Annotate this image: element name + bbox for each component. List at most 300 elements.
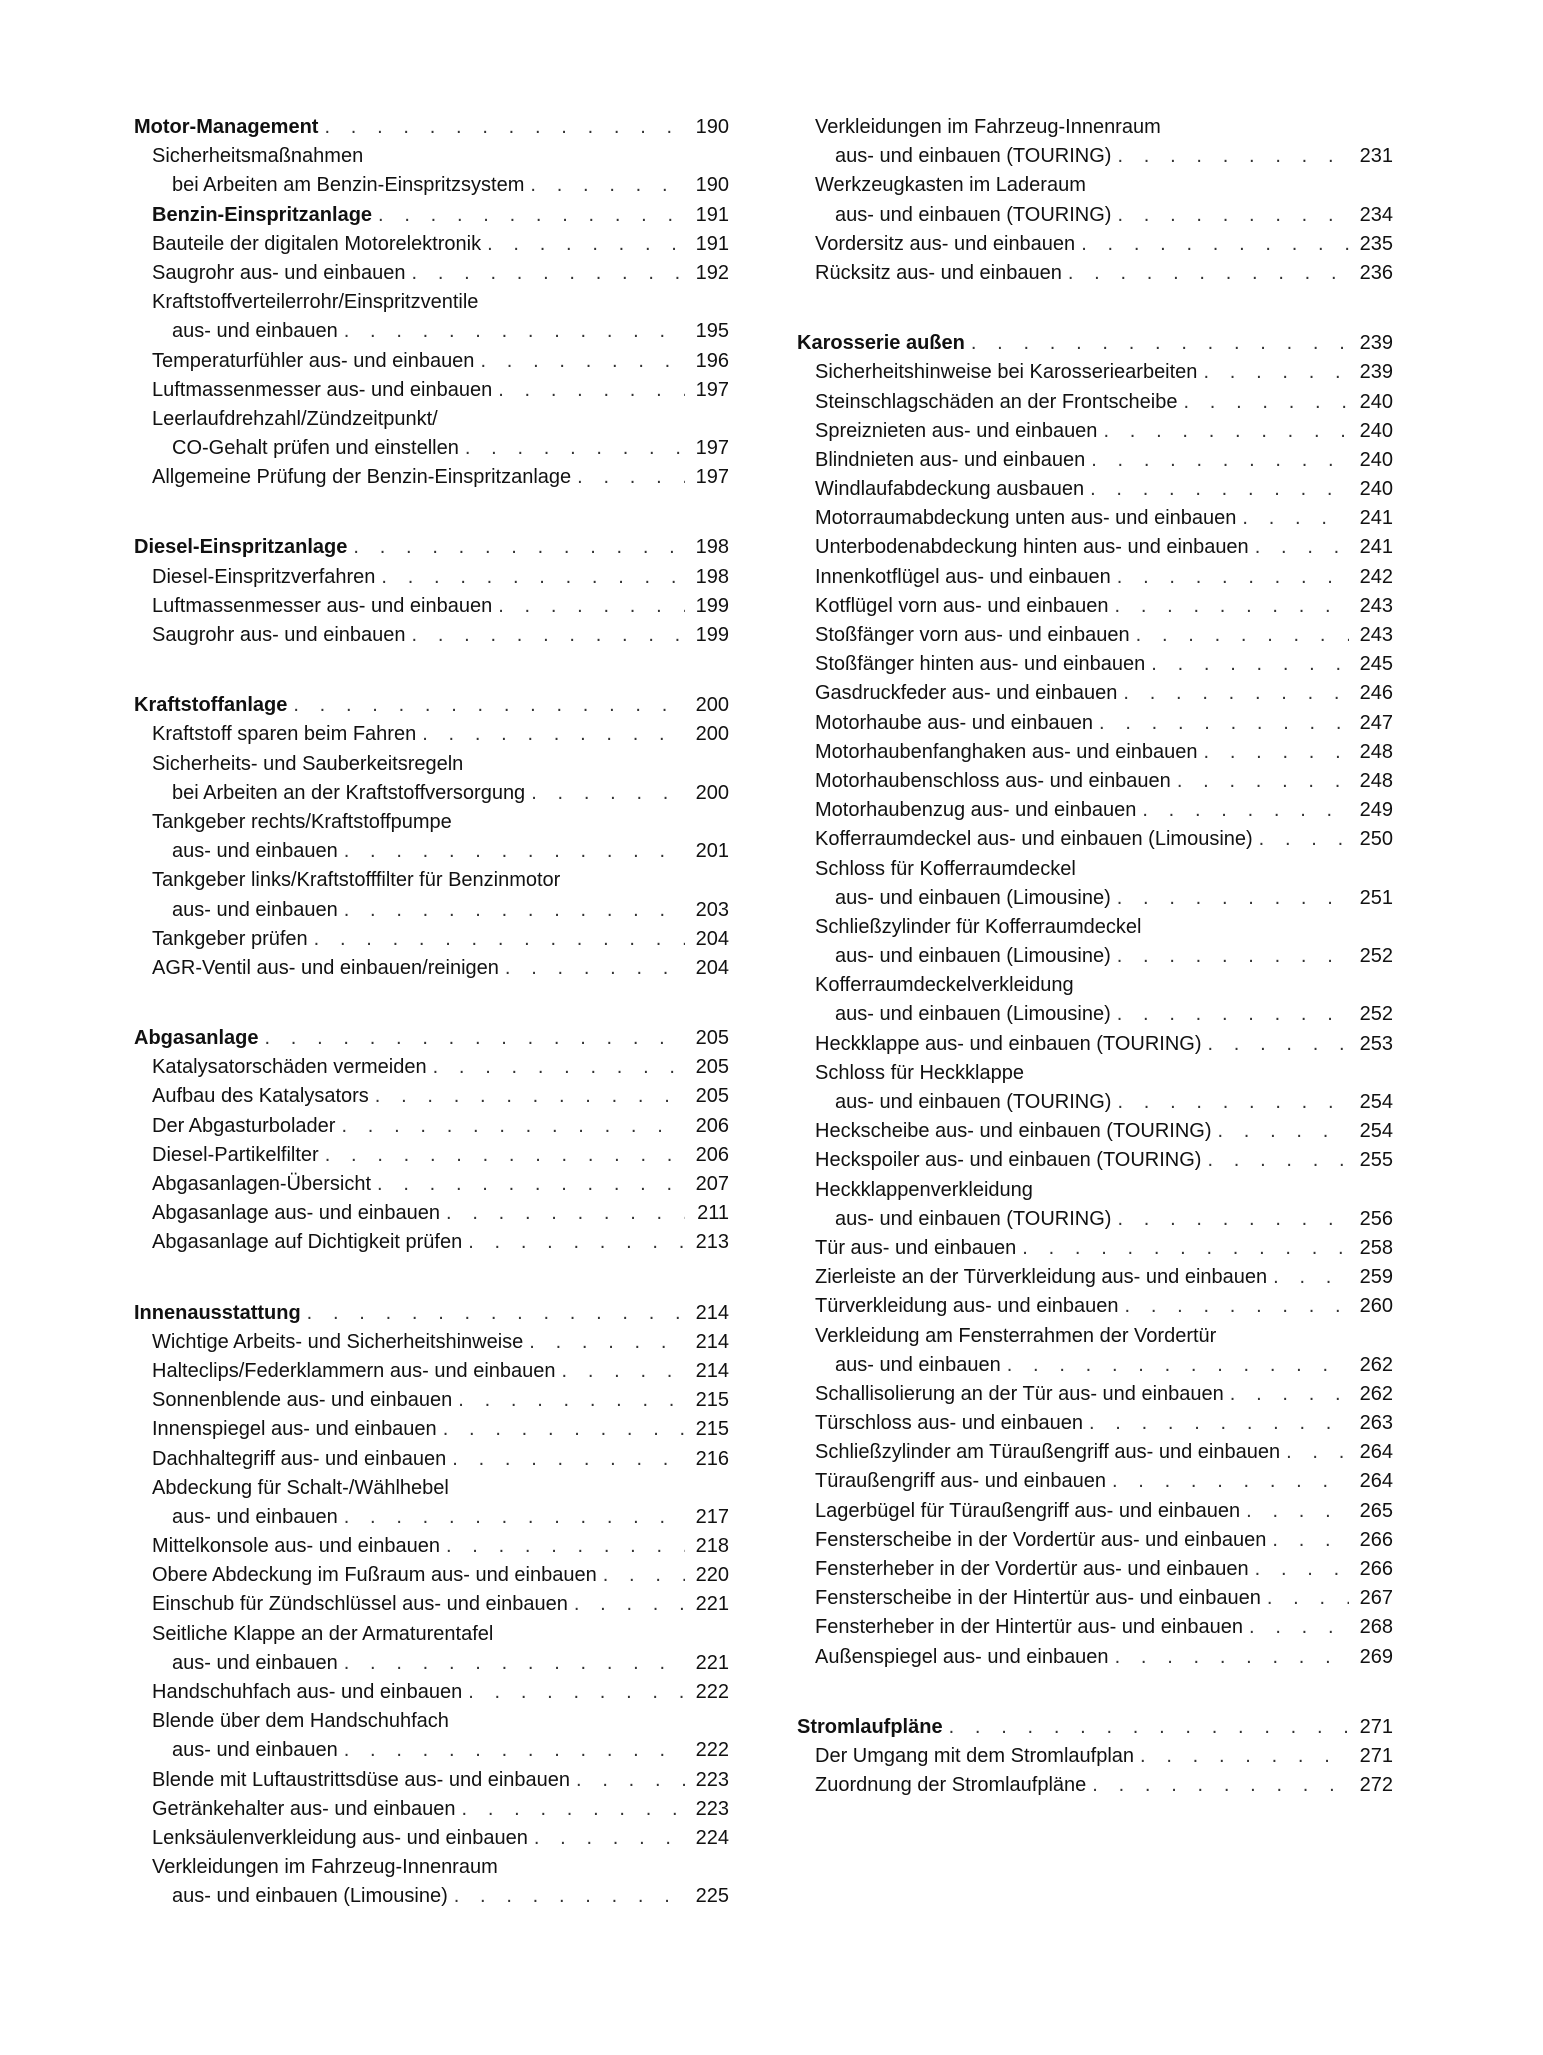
dot-leader bbox=[468, 1678, 685, 1707]
toc-page-number: 214 bbox=[695, 1359, 729, 1382]
toc-entry-title: Heckklappe aus- und einbauen (TOURING) bbox=[815, 1032, 1202, 1055]
dot-leader bbox=[1081, 230, 1349, 259]
toc-entry[interactable] bbox=[134, 434, 729, 463]
toc-entry-title: Fensterheber in der Hintertür aus- und einbauen bbox=[815, 1616, 1244, 1639]
toc-page-number: 221 bbox=[695, 1593, 729, 1616]
toc-entry-title: Saugrohr aus- und einbauen bbox=[152, 624, 406, 646]
toc-entry-title: Fensterscheibe in der Hintertür aus- und einbauen bbox=[815, 1587, 1261, 1610]
toc-entry[interactable] bbox=[797, 767, 1393, 796]
dot-leader bbox=[412, 259, 685, 288]
dot-leader bbox=[468, 1228, 685, 1257]
toc-entry[interactable] bbox=[134, 1141, 729, 1170]
toc-entry-title: Abgasanlagen-Übersicht bbox=[152, 1173, 372, 1195]
toc-entry[interactable] bbox=[134, 1532, 729, 1561]
toc-entry-title: Außenspiegel aus- und einbauen bbox=[815, 1645, 1109, 1668]
toc-entry[interactable] bbox=[797, 475, 1393, 504]
toc-entry[interactable] bbox=[134, 779, 729, 808]
toc-entry-title: Saugrohr aus- und einbauen bbox=[152, 261, 406, 284]
dot-leader bbox=[1123, 679, 1349, 708]
toc-entry[interactable] bbox=[797, 1205, 1393, 1234]
toc-entry[interactable] bbox=[797, 1117, 1393, 1146]
toc-section-diesel-einspritzanlage bbox=[134, 533, 729, 650]
toc-entry[interactable] bbox=[797, 358, 1393, 387]
toc-entry-title: AGR-Ventil aus- und einbauen/reinigen bbox=[152, 956, 499, 979]
toc-page-number: 266 bbox=[1359, 1528, 1393, 1551]
dot-leader bbox=[1207, 1030, 1349, 1059]
toc-entry[interactable] bbox=[134, 896, 729, 925]
toc-entry[interactable] bbox=[134, 592, 729, 621]
toc-entry-title: Sicherheitshinweise bei Karosseriearbeiten bbox=[815, 361, 1198, 384]
toc-page-number: 246 bbox=[1359, 682, 1393, 705]
dot-leader bbox=[375, 1082, 685, 1111]
dot-leader bbox=[480, 347, 685, 376]
toc-entry[interactable] bbox=[134, 925, 729, 954]
dot-leader bbox=[452, 1445, 685, 1474]
toc-section-heading[interactable] bbox=[797, 329, 1393, 358]
toc-entry[interactable] bbox=[134, 1649, 729, 1678]
toc-entry-title: Windlaufabdeckung ausbauen bbox=[815, 478, 1085, 501]
toc-entry[interactable] bbox=[134, 1620, 729, 1649]
dot-leader bbox=[1207, 1146, 1349, 1175]
toc-page-number: 252 bbox=[1359, 1003, 1393, 1026]
toc-entry[interactable] bbox=[797, 592, 1393, 621]
dot-leader bbox=[534, 1824, 685, 1853]
dot-leader bbox=[1117, 563, 1349, 592]
toc-entry[interactable] bbox=[797, 230, 1393, 259]
toc-entry-title: Türverkleidung aus- und einbauen bbox=[815, 1295, 1119, 1318]
toc-entry-title: Innenausstattung bbox=[134, 1301, 301, 1324]
toc-entry-title: Einschub für Zündschlüssel aus- und einbauen bbox=[152, 1593, 568, 1616]
dot-leader bbox=[446, 1199, 685, 1228]
toc-entry[interactable] bbox=[134, 463, 729, 492]
toc-entry-title: aus- und einbauen (Limousine) bbox=[835, 886, 1111, 909]
toc-entry[interactable] bbox=[134, 405, 729, 434]
toc-page-number: 191 bbox=[695, 232, 729, 255]
toc-page-number: 248 bbox=[1359, 769, 1393, 792]
toc-entry-title: Tür aus- und einbauen bbox=[815, 1236, 1017, 1259]
toc-entry-title: Luftmassenmesser aus- und einbauen bbox=[152, 594, 493, 617]
toc-page-number: 211 bbox=[697, 1202, 729, 1225]
toc-page-number: 243 bbox=[1359, 594, 1393, 617]
toc-entry[interactable] bbox=[134, 1707, 729, 1736]
toc-entry-title: Motorhaube aus- und einbauen bbox=[815, 711, 1093, 734]
dot-leader bbox=[1103, 417, 1349, 446]
toc-entry[interactable] bbox=[134, 621, 729, 650]
toc-entry[interactable] bbox=[134, 954, 729, 983]
toc-entry-title: Stromlaufpläne bbox=[797, 1715, 943, 1738]
toc-entry[interactable] bbox=[134, 1386, 729, 1415]
dot-leader bbox=[1177, 767, 1349, 796]
toc-entry-title: Seitliche Klappe an der Armaturentafel bbox=[152, 1622, 494, 1645]
toc-page-number: 190 bbox=[695, 116, 729, 138]
toc-page-number: 216 bbox=[695, 1447, 729, 1470]
toc-section-heading[interactable] bbox=[134, 691, 729, 720]
dot-leader bbox=[344, 837, 685, 866]
toc-entry[interactable] bbox=[797, 650, 1393, 679]
toc-entry[interactable] bbox=[134, 1853, 729, 1882]
toc-entry[interactable] bbox=[134, 201, 729, 230]
toc-entry-title: Temperaturfühler aus- und einbauen bbox=[152, 349, 475, 372]
toc-entry[interactable] bbox=[134, 720, 729, 749]
dot-leader bbox=[1267, 1584, 1349, 1613]
toc-entry-title: aus- und einbauen bbox=[835, 1353, 1001, 1376]
toc-entry[interactable] bbox=[134, 1082, 729, 1111]
toc-entry[interactable] bbox=[134, 1590, 729, 1619]
toc-page-number: 262 bbox=[1359, 1353, 1393, 1376]
toc-entry-title: Motorhaubenschloss aus- und einbauen bbox=[815, 769, 1171, 792]
toc-page-number: 269 bbox=[1359, 1645, 1393, 1668]
toc-entry-title: Blindnieten aus- und einbauen bbox=[815, 448, 1086, 471]
toc-entry[interactable] bbox=[797, 1409, 1393, 1438]
dot-leader bbox=[264, 1024, 685, 1053]
toc-page-number: 220 bbox=[695, 1564, 729, 1587]
toc-entry[interactable] bbox=[797, 446, 1393, 475]
toc-entry[interactable] bbox=[797, 1351, 1393, 1380]
toc-entry[interactable] bbox=[797, 1146, 1393, 1175]
toc-entry-title: Türschloss aus- und einbauen bbox=[815, 1412, 1083, 1435]
toc-entry-title: Motorhaubenzug aus- und einbauen bbox=[815, 799, 1137, 822]
toc-entry[interactable] bbox=[797, 1059, 1393, 1088]
toc-entry[interactable] bbox=[134, 1228, 729, 1257]
dot-leader bbox=[412, 621, 685, 650]
toc-entry-title: Tankgeber prüfen bbox=[152, 927, 308, 950]
toc-section-continued bbox=[797, 113, 1393, 288]
toc-entry-title: bei Arbeiten am Benzin-Einspritzsystem bbox=[172, 174, 525, 197]
toc-page-number: 205 bbox=[695, 1027, 729, 1050]
dot-leader bbox=[314, 925, 685, 954]
toc-entry-title: Karosserie außen bbox=[797, 332, 965, 355]
toc-entry[interactable] bbox=[134, 1053, 729, 1082]
toc-page-number: 247 bbox=[1359, 711, 1393, 734]
toc-entry[interactable] bbox=[797, 942, 1393, 971]
toc-page-number: 254 bbox=[1359, 1091, 1393, 1113]
toc-entry[interactable] bbox=[797, 738, 1393, 767]
toc-entry[interactable] bbox=[134, 142, 729, 171]
toc-entry[interactable] bbox=[134, 1445, 729, 1474]
toc-page-number: 223 bbox=[695, 1768, 729, 1791]
toc-entry[interactable] bbox=[797, 563, 1393, 592]
toc-page-number: 251 bbox=[1359, 886, 1393, 909]
toc-entry[interactable] bbox=[797, 504, 1393, 533]
toc-entry[interactable] bbox=[134, 1199, 729, 1228]
dot-leader bbox=[1255, 533, 1349, 562]
toc-entry[interactable] bbox=[797, 1771, 1393, 1800]
toc-entry-title: Schloss für Kofferraumdeckel bbox=[815, 857, 1076, 880]
toc-entry-title: aus- und einbauen bbox=[172, 1739, 338, 1762]
toc-entry[interactable] bbox=[134, 1561, 729, 1590]
toc-page-number: 241 bbox=[1359, 536, 1393, 559]
toc-entry-title: Kraftstoffverteilerrohr/Einspritzventile bbox=[152, 291, 479, 314]
toc-entry-title: Allgemeine Prüfung der Benzin-Einspritzanlage bbox=[152, 466, 572, 489]
toc-section-innenausstattung bbox=[134, 1299, 729, 1912]
toc-page-number: 200 bbox=[695, 723, 729, 746]
toc-page-number: 218 bbox=[695, 1535, 729, 1558]
toc-entry[interactable] bbox=[797, 1380, 1393, 1409]
toc-entry[interactable] bbox=[797, 825, 1393, 854]
toc-entry[interactable] bbox=[797, 679, 1393, 708]
toc-entry-title: Abgasanlage aus- und einbauen bbox=[152, 1202, 441, 1225]
dot-leader bbox=[1007, 1351, 1349, 1380]
toc-entry[interactable] bbox=[134, 259, 729, 288]
toc-entry[interactable] bbox=[797, 201, 1393, 230]
toc-entry-title: Diesel-Einspritzverfahren bbox=[152, 565, 376, 588]
toc-entry-title: aus- und einbauen bbox=[172, 898, 338, 921]
toc-entry[interactable] bbox=[797, 796, 1393, 825]
toc-page-number: 225 bbox=[695, 1885, 729, 1908]
dot-leader bbox=[378, 201, 685, 230]
toc-entry[interactable] bbox=[797, 533, 1393, 562]
toc-entry[interactable] bbox=[134, 563, 729, 592]
dot-leader bbox=[949, 1713, 1349, 1742]
toc-entry[interactable] bbox=[797, 971, 1393, 1000]
toc-entry[interactable] bbox=[134, 1882, 729, 1911]
toc-page-number: 240 bbox=[1359, 448, 1393, 471]
toc-entry-title: Blende mit Luftaustrittsdüse aus- und einbauen bbox=[152, 1768, 571, 1791]
toc-entry[interactable] bbox=[134, 1415, 729, 1444]
toc-entry-title: Kofferraumdeckelverkleidung bbox=[815, 974, 1074, 997]
toc-entry[interactable] bbox=[797, 113, 1393, 142]
toc-page-number: 203 bbox=[695, 898, 729, 921]
toc-entry-title: Werkzeugkasten im Laderaum bbox=[815, 174, 1086, 197]
toc-entry[interactable] bbox=[134, 288, 729, 317]
toc-entry-title: Diesel-Einspritzanlage bbox=[134, 536, 348, 559]
toc-page-number: 214 bbox=[695, 1330, 729, 1353]
toc-entry-title: Schließzylinder für Kofferraumdeckel bbox=[815, 915, 1142, 938]
toc-page-number: 224 bbox=[695, 1826, 729, 1849]
dot-leader bbox=[971, 329, 1349, 358]
toc-entry-title: Fensterheber in der Vordertür aus- und einbauen bbox=[815, 1558, 1249, 1580]
dot-leader bbox=[1115, 1643, 1349, 1672]
toc-page-number: 206 bbox=[695, 1143, 729, 1166]
toc-entry[interactable] bbox=[797, 913, 1393, 942]
toc-entry[interactable] bbox=[797, 1030, 1393, 1059]
toc-entry[interactable] bbox=[797, 1176, 1393, 1205]
toc-entry-title: Mittelkonsole aus- und einbauen bbox=[152, 1535, 440, 1558]
toc-page-number: 265 bbox=[1359, 1499, 1393, 1522]
toc-entry-title: aus- und einbauen bbox=[172, 320, 338, 343]
dot-leader bbox=[1117, 1000, 1349, 1029]
toc-entry-title: Fensterscheibe in der Vordertür aus- und einbauen bbox=[815, 1528, 1267, 1551]
toc-entry-title: Gasdruckfeder aus- und einbauen bbox=[815, 682, 1118, 705]
toc-entry[interactable] bbox=[134, 171, 729, 200]
dot-leader bbox=[530, 171, 685, 200]
dot-leader bbox=[344, 1649, 685, 1678]
toc-entry[interactable] bbox=[797, 884, 1393, 913]
toc-entry[interactable] bbox=[797, 1263, 1393, 1292]
toc-entry-title: Rücksitz aus- und einbauen bbox=[815, 261, 1062, 284]
dot-leader bbox=[1255, 1555, 1349, 1584]
toc-entry[interactable] bbox=[797, 259, 1393, 288]
toc-entry[interactable] bbox=[797, 1000, 1393, 1029]
toc-entry[interactable] bbox=[797, 142, 1393, 171]
toc-entry[interactable] bbox=[134, 1170, 729, 1199]
toc-entry[interactable] bbox=[134, 347, 729, 376]
toc-page-number: 199 bbox=[695, 624, 729, 646]
toc-entry[interactable] bbox=[134, 317, 729, 346]
dot-leader bbox=[576, 1766, 685, 1795]
toc-section-karosserie-aussen bbox=[797, 329, 1393, 1672]
dot-leader bbox=[377, 1170, 685, 1199]
toc-page-number: 213 bbox=[695, 1231, 729, 1254]
toc-page-number: 204 bbox=[695, 956, 729, 979]
toc-entry-title: Verkleidungen im Fahrzeug-Innenraum bbox=[152, 1856, 498, 1879]
toc-entry-title: Sonnenblende aus- und einbauen bbox=[152, 1389, 453, 1412]
toc-section-heading[interactable] bbox=[134, 1024, 729, 1053]
toc-section-heading[interactable] bbox=[134, 113, 729, 142]
toc-entry[interactable] bbox=[134, 750, 729, 779]
dot-leader bbox=[562, 1357, 685, 1386]
toc-page-number: 243 bbox=[1359, 624, 1393, 646]
toc-entry[interactable] bbox=[134, 808, 729, 837]
toc-entry[interactable] bbox=[797, 1292, 1393, 1321]
toc-entry-title: Unterbodenabdeckung hinten aus- und einbauen bbox=[815, 536, 1249, 559]
dot-leader bbox=[1092, 1771, 1349, 1800]
dot-leader bbox=[1115, 592, 1349, 621]
toc-entry[interactable] bbox=[797, 1438, 1393, 1467]
dot-leader bbox=[1259, 825, 1349, 854]
toc-section-abgasanlage bbox=[134, 1024, 729, 1258]
toc-page-number: 271 bbox=[1359, 1744, 1393, 1767]
toc-page-number: 206 bbox=[695, 1114, 729, 1137]
dot-leader bbox=[1112, 1467, 1349, 1496]
toc-entry-title: Blende über dem Handschuhfach bbox=[152, 1710, 449, 1733]
toc-page-number: 260 bbox=[1359, 1295, 1393, 1318]
dot-leader bbox=[498, 592, 685, 621]
toc-page-number: 266 bbox=[1359, 1558, 1393, 1580]
toc-entry[interactable] bbox=[797, 1234, 1393, 1263]
toc-entry[interactable] bbox=[797, 417, 1393, 446]
dot-leader bbox=[1090, 475, 1349, 504]
toc-entry[interactable] bbox=[797, 1613, 1393, 1642]
toc-page-number: 241 bbox=[1359, 507, 1393, 530]
toc-entry[interactable] bbox=[134, 230, 729, 259]
toc-entry-title: Spreiznieten aus- und einbauen bbox=[815, 419, 1098, 442]
toc-section-motor-management bbox=[134, 113, 729, 492]
toc-entry-title: Heckspoiler aus- und einbauen (TOURING) bbox=[815, 1149, 1202, 1172]
toc-entry[interactable] bbox=[134, 1736, 729, 1765]
toc-section-heading[interactable] bbox=[797, 1713, 1393, 1742]
toc-page-number: 242 bbox=[1359, 565, 1393, 588]
toc-page-number: 252 bbox=[1359, 945, 1393, 968]
toc-page-number: 267 bbox=[1359, 1587, 1393, 1610]
dot-leader bbox=[1142, 796, 1349, 825]
toc-entry-title: aus- und einbauen (TOURING) bbox=[835, 1207, 1112, 1230]
toc-entry[interactable] bbox=[797, 171, 1393, 200]
toc-section-heading[interactable] bbox=[134, 1299, 729, 1328]
toc-entry[interactable] bbox=[134, 1112, 729, 1141]
dot-leader bbox=[1217, 1117, 1349, 1146]
toc-page-number: 245 bbox=[1359, 653, 1393, 676]
toc-entry-title: aus- und einbauen (TOURING) bbox=[835, 203, 1112, 226]
toc-entry-title: Heckklappenverkleidung bbox=[815, 1178, 1033, 1201]
dot-leader bbox=[1099, 709, 1349, 738]
dot-leader bbox=[293, 691, 685, 720]
toc-entry[interactable] bbox=[797, 1088, 1393, 1117]
toc-entry[interactable] bbox=[797, 388, 1393, 417]
dot-leader bbox=[1272, 1526, 1349, 1555]
toc-page-number: 197 bbox=[695, 466, 729, 489]
toc-entry-title: aus- und einbauen (TOURING) bbox=[835, 1091, 1112, 1113]
toc-page-number: 250 bbox=[1359, 828, 1393, 851]
toc-entry[interactable] bbox=[134, 866, 729, 895]
toc-entry[interactable] bbox=[134, 376, 729, 405]
dot-leader bbox=[381, 563, 685, 592]
dot-leader bbox=[1117, 142, 1349, 171]
toc-page-number: 231 bbox=[1359, 145, 1393, 168]
toc-entry-title: Aufbau des Katalysators bbox=[152, 1085, 369, 1108]
toc-section-heading[interactable] bbox=[134, 533, 729, 562]
dot-leader bbox=[1091, 446, 1349, 475]
toc-page-number: 222 bbox=[695, 1739, 729, 1762]
toc-entry-title: Tankgeber links/Kraftstofffilter für Benzinmotor bbox=[152, 869, 561, 892]
toc-entry[interactable] bbox=[797, 1322, 1393, 1351]
toc-entry[interactable] bbox=[797, 1643, 1393, 1672]
toc-page-number: 240 bbox=[1359, 390, 1393, 413]
toc-entry-title: Türaußengriff aus- und einbauen bbox=[815, 1470, 1106, 1493]
toc-entry[interactable] bbox=[797, 855, 1393, 884]
toc-entry-title: Schallisolierung an der Tür aus- und einbauen bbox=[815, 1382, 1224, 1405]
toc-page-number: 192 bbox=[695, 261, 729, 284]
toc-entry[interactable] bbox=[797, 1555, 1393, 1584]
dot-leader bbox=[1242, 504, 1349, 533]
toc-entry[interactable] bbox=[134, 1357, 729, 1386]
toc-right-column bbox=[797, 113, 1393, 1841]
toc-page-number: 197 bbox=[695, 437, 729, 460]
toc-section-kraftstoffanlage bbox=[134, 691, 729, 983]
toc-page-number: 196 bbox=[695, 349, 729, 372]
toc-entry[interactable] bbox=[797, 621, 1393, 650]
toc-entry[interactable] bbox=[797, 709, 1393, 738]
toc-entry[interactable] bbox=[134, 1474, 729, 1503]
dot-leader bbox=[498, 376, 685, 405]
toc-entry-title: Motorraumabdeckung unten aus- und einbauen bbox=[815, 507, 1237, 530]
dot-leader bbox=[1246, 1497, 1349, 1526]
toc-entry-title: Abdeckung für Schalt-/Wählhebel bbox=[152, 1476, 449, 1499]
toc-entry[interactable] bbox=[134, 1503, 729, 1532]
toc-page-number: 190 bbox=[695, 174, 729, 197]
dot-leader bbox=[1286, 1438, 1349, 1467]
toc-entry[interactable] bbox=[797, 1742, 1393, 1771]
toc-entry-title: Verkleidungen im Fahrzeug-Innenraum bbox=[815, 116, 1161, 138]
toc-entry[interactable] bbox=[134, 1766, 729, 1795]
toc-entry[interactable] bbox=[134, 1328, 729, 1357]
dot-leader bbox=[454, 1882, 685, 1911]
dot-leader bbox=[1117, 1205, 1349, 1234]
toc-entry-title: Stoßfänger vorn aus- und einbauen bbox=[815, 624, 1130, 646]
toc-entry[interactable] bbox=[134, 1824, 729, 1853]
toc-entry[interactable] bbox=[797, 1497, 1393, 1526]
toc-entry[interactable] bbox=[134, 1795, 729, 1824]
dot-leader bbox=[458, 1386, 685, 1415]
toc-entry[interactable] bbox=[134, 1678, 729, 1707]
toc-entry[interactable] bbox=[797, 1526, 1393, 1555]
dot-leader bbox=[307, 1299, 685, 1328]
toc-entry-title: Innenspiegel aus- und einbauen bbox=[152, 1418, 437, 1441]
dot-leader bbox=[344, 317, 685, 346]
toc-entry[interactable] bbox=[797, 1467, 1393, 1496]
toc-entry[interactable] bbox=[134, 837, 729, 866]
toc-page-number: 234 bbox=[1359, 203, 1393, 226]
dot-leader bbox=[465, 434, 685, 463]
toc-page-number: 198 bbox=[695, 565, 729, 588]
toc-entry-title: Zierleiste an der Türverkleidung aus- und einbauen bbox=[815, 1266, 1268, 1289]
toc-entry[interactable] bbox=[797, 1584, 1393, 1613]
toc-page-number: 215 bbox=[695, 1418, 729, 1441]
dot-leader bbox=[529, 1328, 685, 1357]
toc-page-number: 214 bbox=[695, 1301, 729, 1324]
toc-entry-title: aus- und einbauen (Limousine) bbox=[835, 1003, 1111, 1026]
toc-page-number: 258 bbox=[1359, 1236, 1393, 1259]
